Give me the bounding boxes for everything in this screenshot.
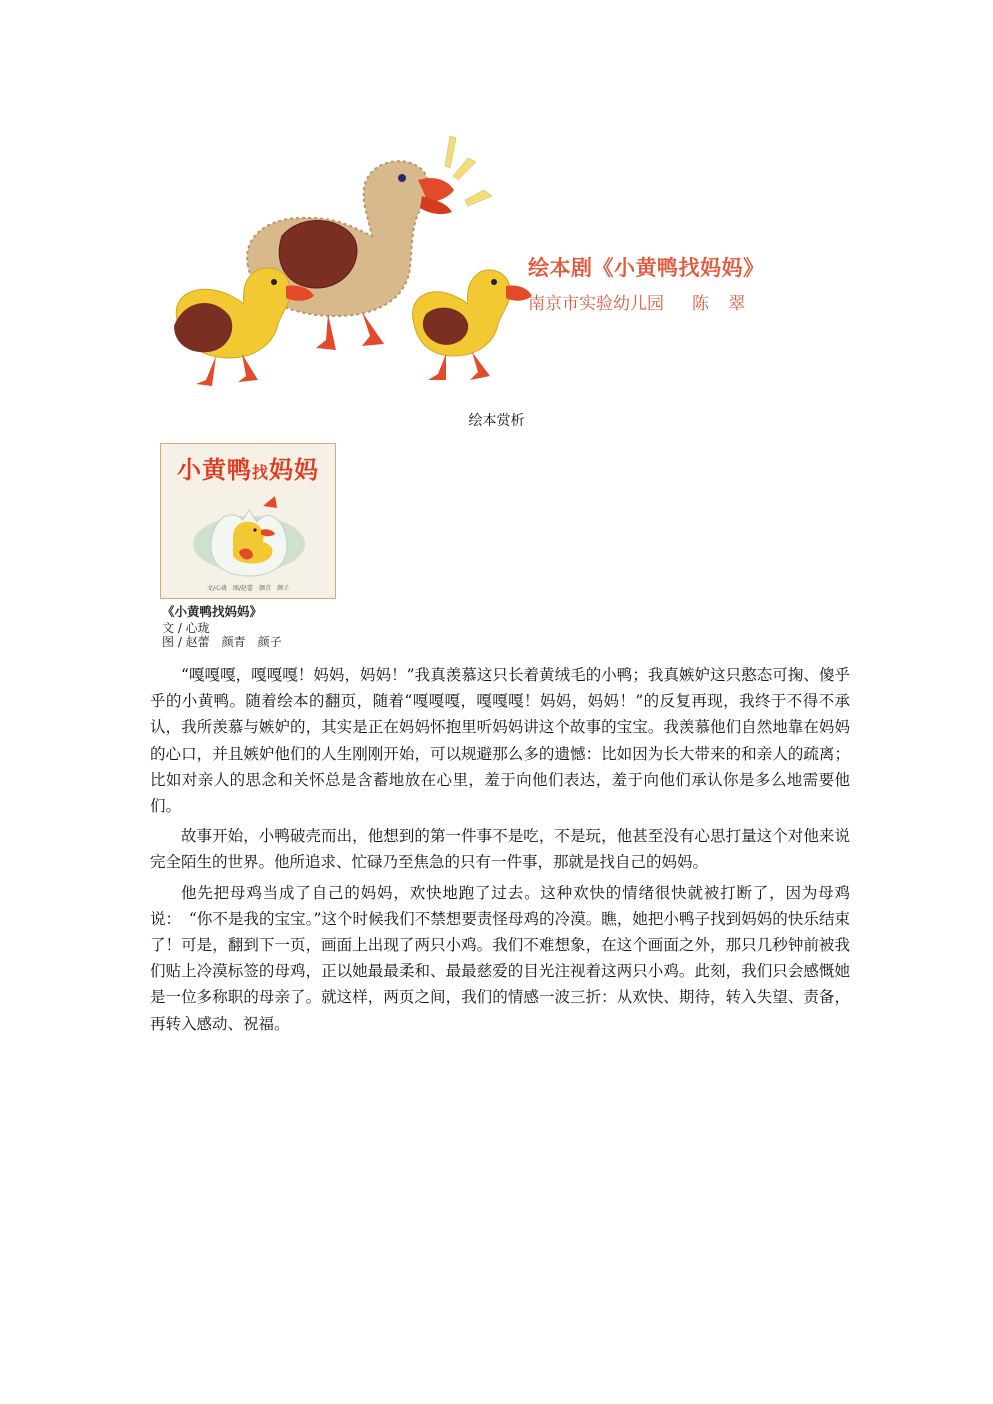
article-body xyxy=(150,662,850,1037)
banner xyxy=(120,118,840,403)
banner-title: 绘本剧《小黄鸭找妈妈》 xyxy=(528,256,765,280)
right-duckling-icon xyxy=(413,270,532,380)
quack-lines-icon xyxy=(445,136,492,206)
book-illustrator: 图 / 赵蕾 颜青 颜子 xyxy=(162,635,282,649)
article-paragraph-3: 他先把母鸡当成了自己的妈妈，欢快地跑了过去。这种欢快的情绪很快就被打断了，因为母鸡说： “你不是我的宝宝。”这个时候我们不禁想要责怪母鸡的冷漠。瞧，她把小鸭子找到妈妈的快乐结束了！可是，翻到下一页，画面上出现了两只小鸡。我们不难想象，在这个画面之外，那只几秒钟前被我们贴上冷漠标签的母鸡，正以她最最柔和、最最慈爱的目光注视着这两只小鸡。此刻，我们只会感慨她是一位多称职的母亲了。就这样，两页之间，我们的情感一波三折：从欢快、期待，转入失望、责备，再转入感动、祝福。 xyxy=(150,883,850,1033)
book-writer: 文 / 心珑 xyxy=(162,621,210,635)
banner-subtitle xyxy=(528,289,745,314)
book-name: 《小黄鸭找妈妈》 xyxy=(162,604,263,619)
book-meta xyxy=(162,605,282,649)
duck-family-illustration xyxy=(150,118,550,403)
article-paragraph-1: “嘎嘎嘎，嘎嘎嘎！妈妈，妈妈！”我真羡慕这只长着黄绒毛的小鸭；我真嫉妒这只憨态可掬、傻乎乎的小黄鸭。随着绘本的翻页，随着“嘎嘎嘎，嘎嘎嘎！妈妈，妈妈！”的反复再现，我终于不得不承认，我所羡慕与嫉妒的，其实是正在妈妈怀抱里听妈妈讲这个故事的宝宝。我羡慕他们自然地靠在妈妈的心口，并且嫉妒他们的人生刚刚开始，可以规避那么多的遗憾：比如因为长大带来的和亲人的疏离；比如对亲人的思念和关怀总是含蓄地放在心里，羞于向他们表达，羞于向他们承认你是多么地需要他们。 xyxy=(150,666,850,816)
article-paragraph-2: 故事开始，小鸭破壳而出，他想到的第一件事不是吃，不是玩，他甚至没有心思打量这个对他来说完全陌生的世界。他所追求、忙碌乃至焦急的只有一件事，那就是找自己的妈妈。 xyxy=(150,827,850,872)
author-name: 陈 翠 xyxy=(692,294,746,314)
cover-title-part-1: 小黄鸭 xyxy=(176,456,252,484)
school-name: 南京市实验幼儿园 xyxy=(528,294,664,314)
cover-credits: 文/心珑 图/赵蕾 颜青 颜子 xyxy=(206,585,290,592)
book-cover xyxy=(160,443,336,599)
hatching-egg-icon xyxy=(161,486,336,586)
cover-title xyxy=(161,450,335,485)
cover-title-part-3: 妈妈 xyxy=(269,456,319,484)
section-caption: 绘本赏析 xyxy=(468,413,525,429)
left-duckling-icon xyxy=(174,268,314,386)
cover-title-part-2: 找 xyxy=(251,463,269,482)
